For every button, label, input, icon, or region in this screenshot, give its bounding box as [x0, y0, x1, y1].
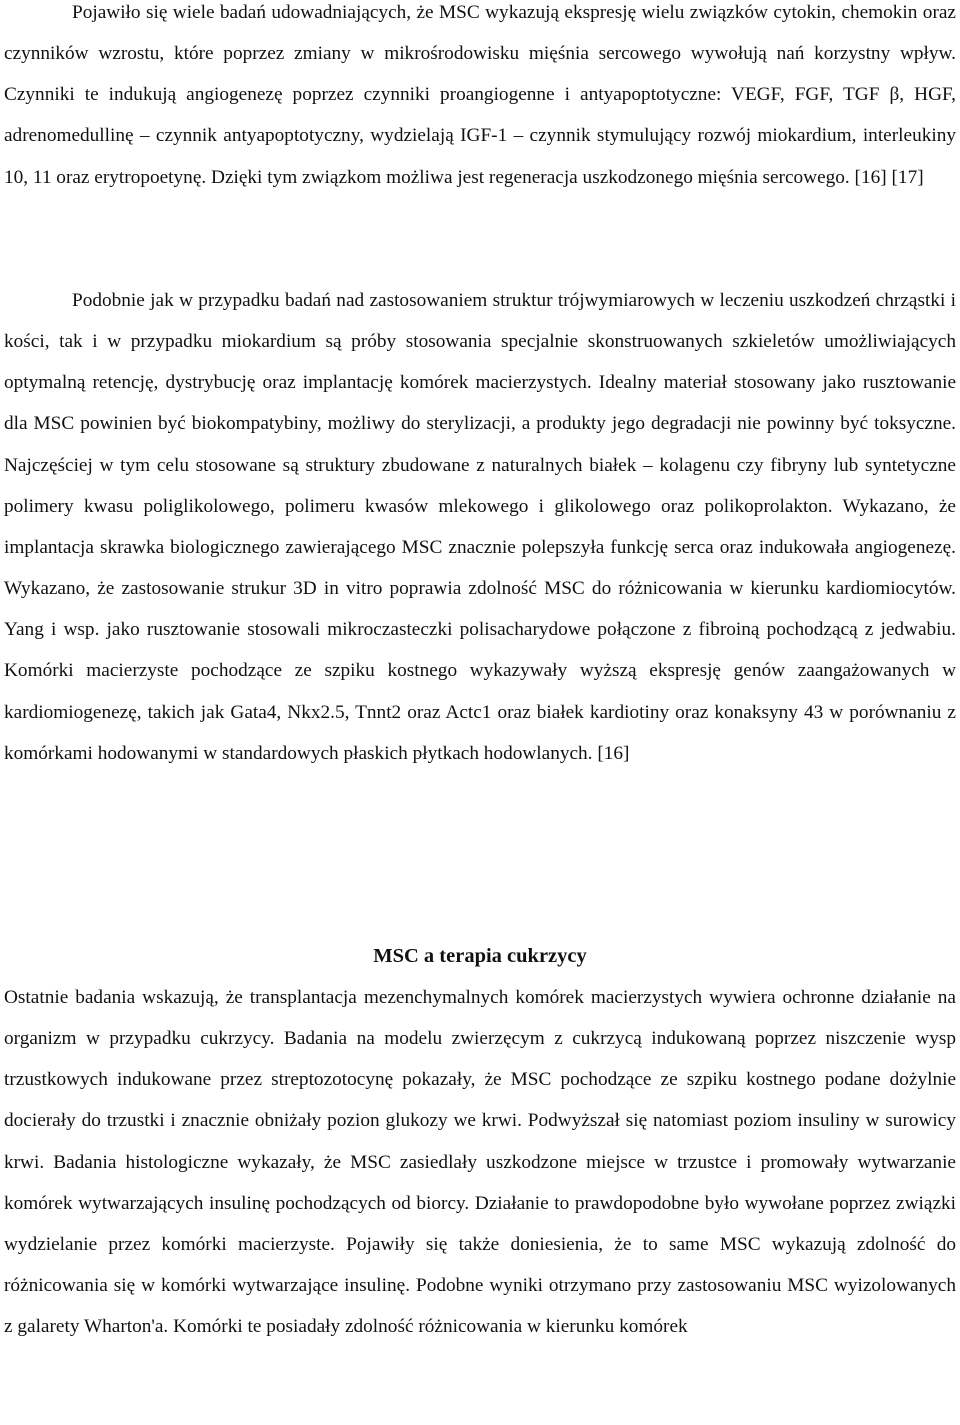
- section-heading-diabetes: MSC a terapia cukrzycy: [373, 945, 587, 967]
- paragraph-diabetes-therapy: Ostatnie badania wskazują, że transplantacja mezenchymalnych komórek macierzystych wywiera ochronne działanie na organizm w przypadku cukrzycy. Badania na modelu zwierzęcym z cukrzycą indukowaną poprzez niszczenie wysp trzustkowych indukowane przez streptozotocynę pokazały, że MSC pochodzące ze szpiku kostnego podane dożylnie docierały do trzustki i znacznie obniżały pozion glukozy we krwi. Podwyższał się natomiast poziom insuliny w surowicy krwi. Badania histologiczne wykazały, że MSC zasiedlały uszkodzone miejsce w trzustce i promowały wytwarzanie komórek wytwarzających insulinę pochodzących od biorcy. Działanie to prawdopodobne było wywołane poprzez związki wydzielanie przez komórki macierzyste. Pojawiły się także doniesienia, że to same MSC wykazują zdolność do różnicowania się w komórki wytwarzające insulinę. Podobne wyniki otrzymano przy zastosowaniu MSC wyizolowanych z galarety Wharton'a. Komórki te posiadały zdolność różnicowania w kierunku komórek: [4, 987, 956, 1338]
- paragraph-msc-cardiac-effects: Pojawiło się wiele badań udowadniających, że MSC wykazują ekspresję wielu związków cytokin, chemokin oraz czynników wzrostu, które poprzez zmiany w mikrośrodowisku mięśnia sercowego wywołują nań korzystny wpływ. Czynniki te indukują angiogenezę poprzez czynniki proangiogenne i antyapoptotyczne: VEGF, FGF, TGF β, HGF, adrenomedullinę – czynnik antyapoptotyczny, wydzielają IGF-1 – czynnik stymulujący rozwój miokardium, interleukiny 10, 11 oraz erytropoetynę. Dzięki tym związkom możliwa jest regeneracja uszkodzonego mięśnia sercowego. [16] [17]: [4, 2, 956, 188]
- paragraph-3d-scaffolds: Podobnie jak w przypadku badań nad zastosowaniem struktur trójwymiarowych w leczeniu uszkodzeń chrząstki i kości, tak i w przypadku miokardium są próby stosowania specjalnie skonstruowanych szkieletów umożliwiających optymalną retencję, dystrybucję oraz implantację komórek macierzystych. Idealny materiał stosowany jako rusztowanie dla MSC powinien być biokompatybiny, możliwy do sterylizacji, a produkty jego degradacji nie powinny być toksyczne. Najczęściej w tym celu stosowane są struktury zbudowane z naturalnych białek – kolagenu czy fibryny lub syntetyczne polimery kwasu poliglikolowego, polimeru kwasów mlekowego i glikolowego oraz polikoprolakton. Wykazano, że implantacja skrawka biologicznego zawierającego MSC znacznie polepszyła funkcję serca oraz indukowała angiogenezę. Wykazano, że zastosowanie strukur 3D in vitro poprawia zdolność MSC do różnicowania w kierunku kardiomiocytów. Yang i wsp. jako rusztowanie stosowali mikroczasteczki polisacharydowe połączone z fibroiną pochodzącą z jedwabiu. Komórki macierzyste pochodzące ze szpiku kostnego wykazywały wyższą ekspresję genów zaangażowanych w kardiomiogenezę, takich jak Gata4, Nkx2.5, Tnnt2 oraz Actc1 oraz białek kardiotiny oraz konaksyny 43 w porównaniu z komórkami hodowanymi w standardowych płaskich płytkach hodowlanych. [16]: [4, 290, 956, 764]
